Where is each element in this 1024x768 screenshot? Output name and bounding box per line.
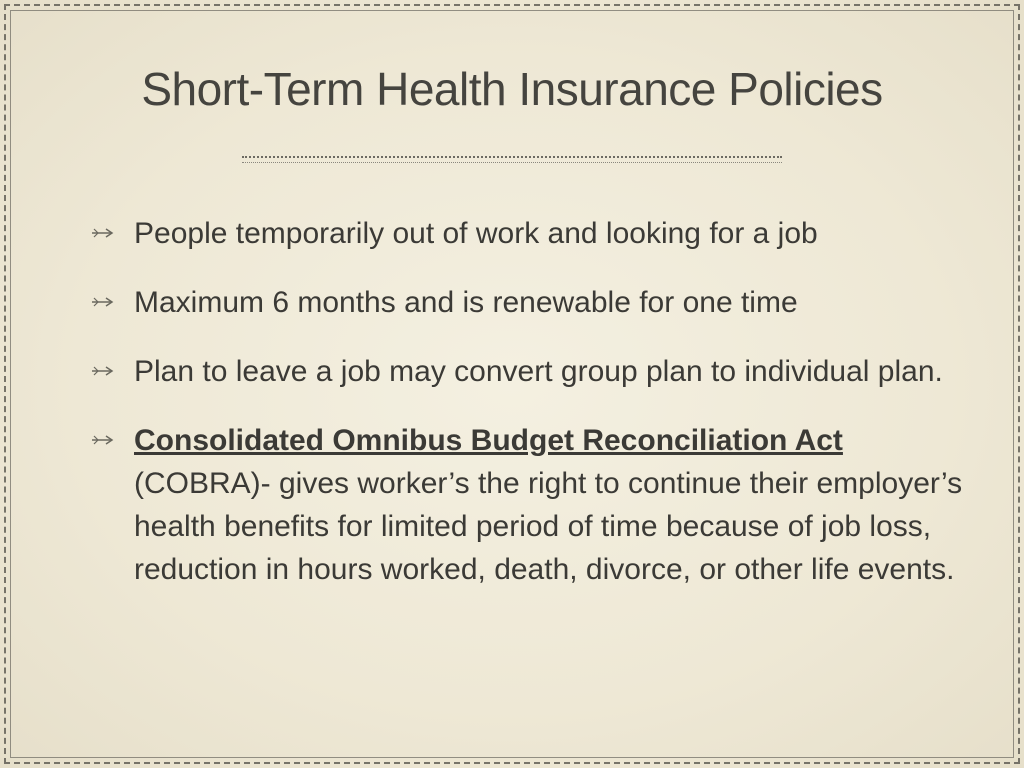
bullet-text: People temporarily out of work and looking for a job (134, 217, 818, 250)
bullet-item (86, 350, 976, 393)
arrow-feather-icon (90, 364, 116, 378)
bullet-item (86, 419, 976, 591)
slide-title: Short-Term Health Insurance Policies (141, 63, 883, 115)
bullet-text: Maximum 6 months and is renewable for one time (134, 286, 798, 319)
arrow-feather-icon (90, 433, 116, 447)
arrow-feather-icon (90, 226, 116, 240)
bullet-text: Plan to leave a job may convert group plan to individual plan. (134, 355, 943, 388)
bullet-item (86, 212, 976, 255)
title-divider (242, 156, 782, 163)
bullet-text: (COBRA)- gives worker’s the right to continue their employer’s health benefits for limited period of time because of job loss, reduction in hours worked, death, divorce, or other life events. (134, 467, 963, 586)
arrow-feather-icon (90, 295, 116, 309)
bullet-list (86, 212, 976, 591)
cobra-link[interactable]: Consolidated Omnibus Budget Reconciliation Act (134, 424, 843, 457)
bullet-item (86, 281, 976, 324)
